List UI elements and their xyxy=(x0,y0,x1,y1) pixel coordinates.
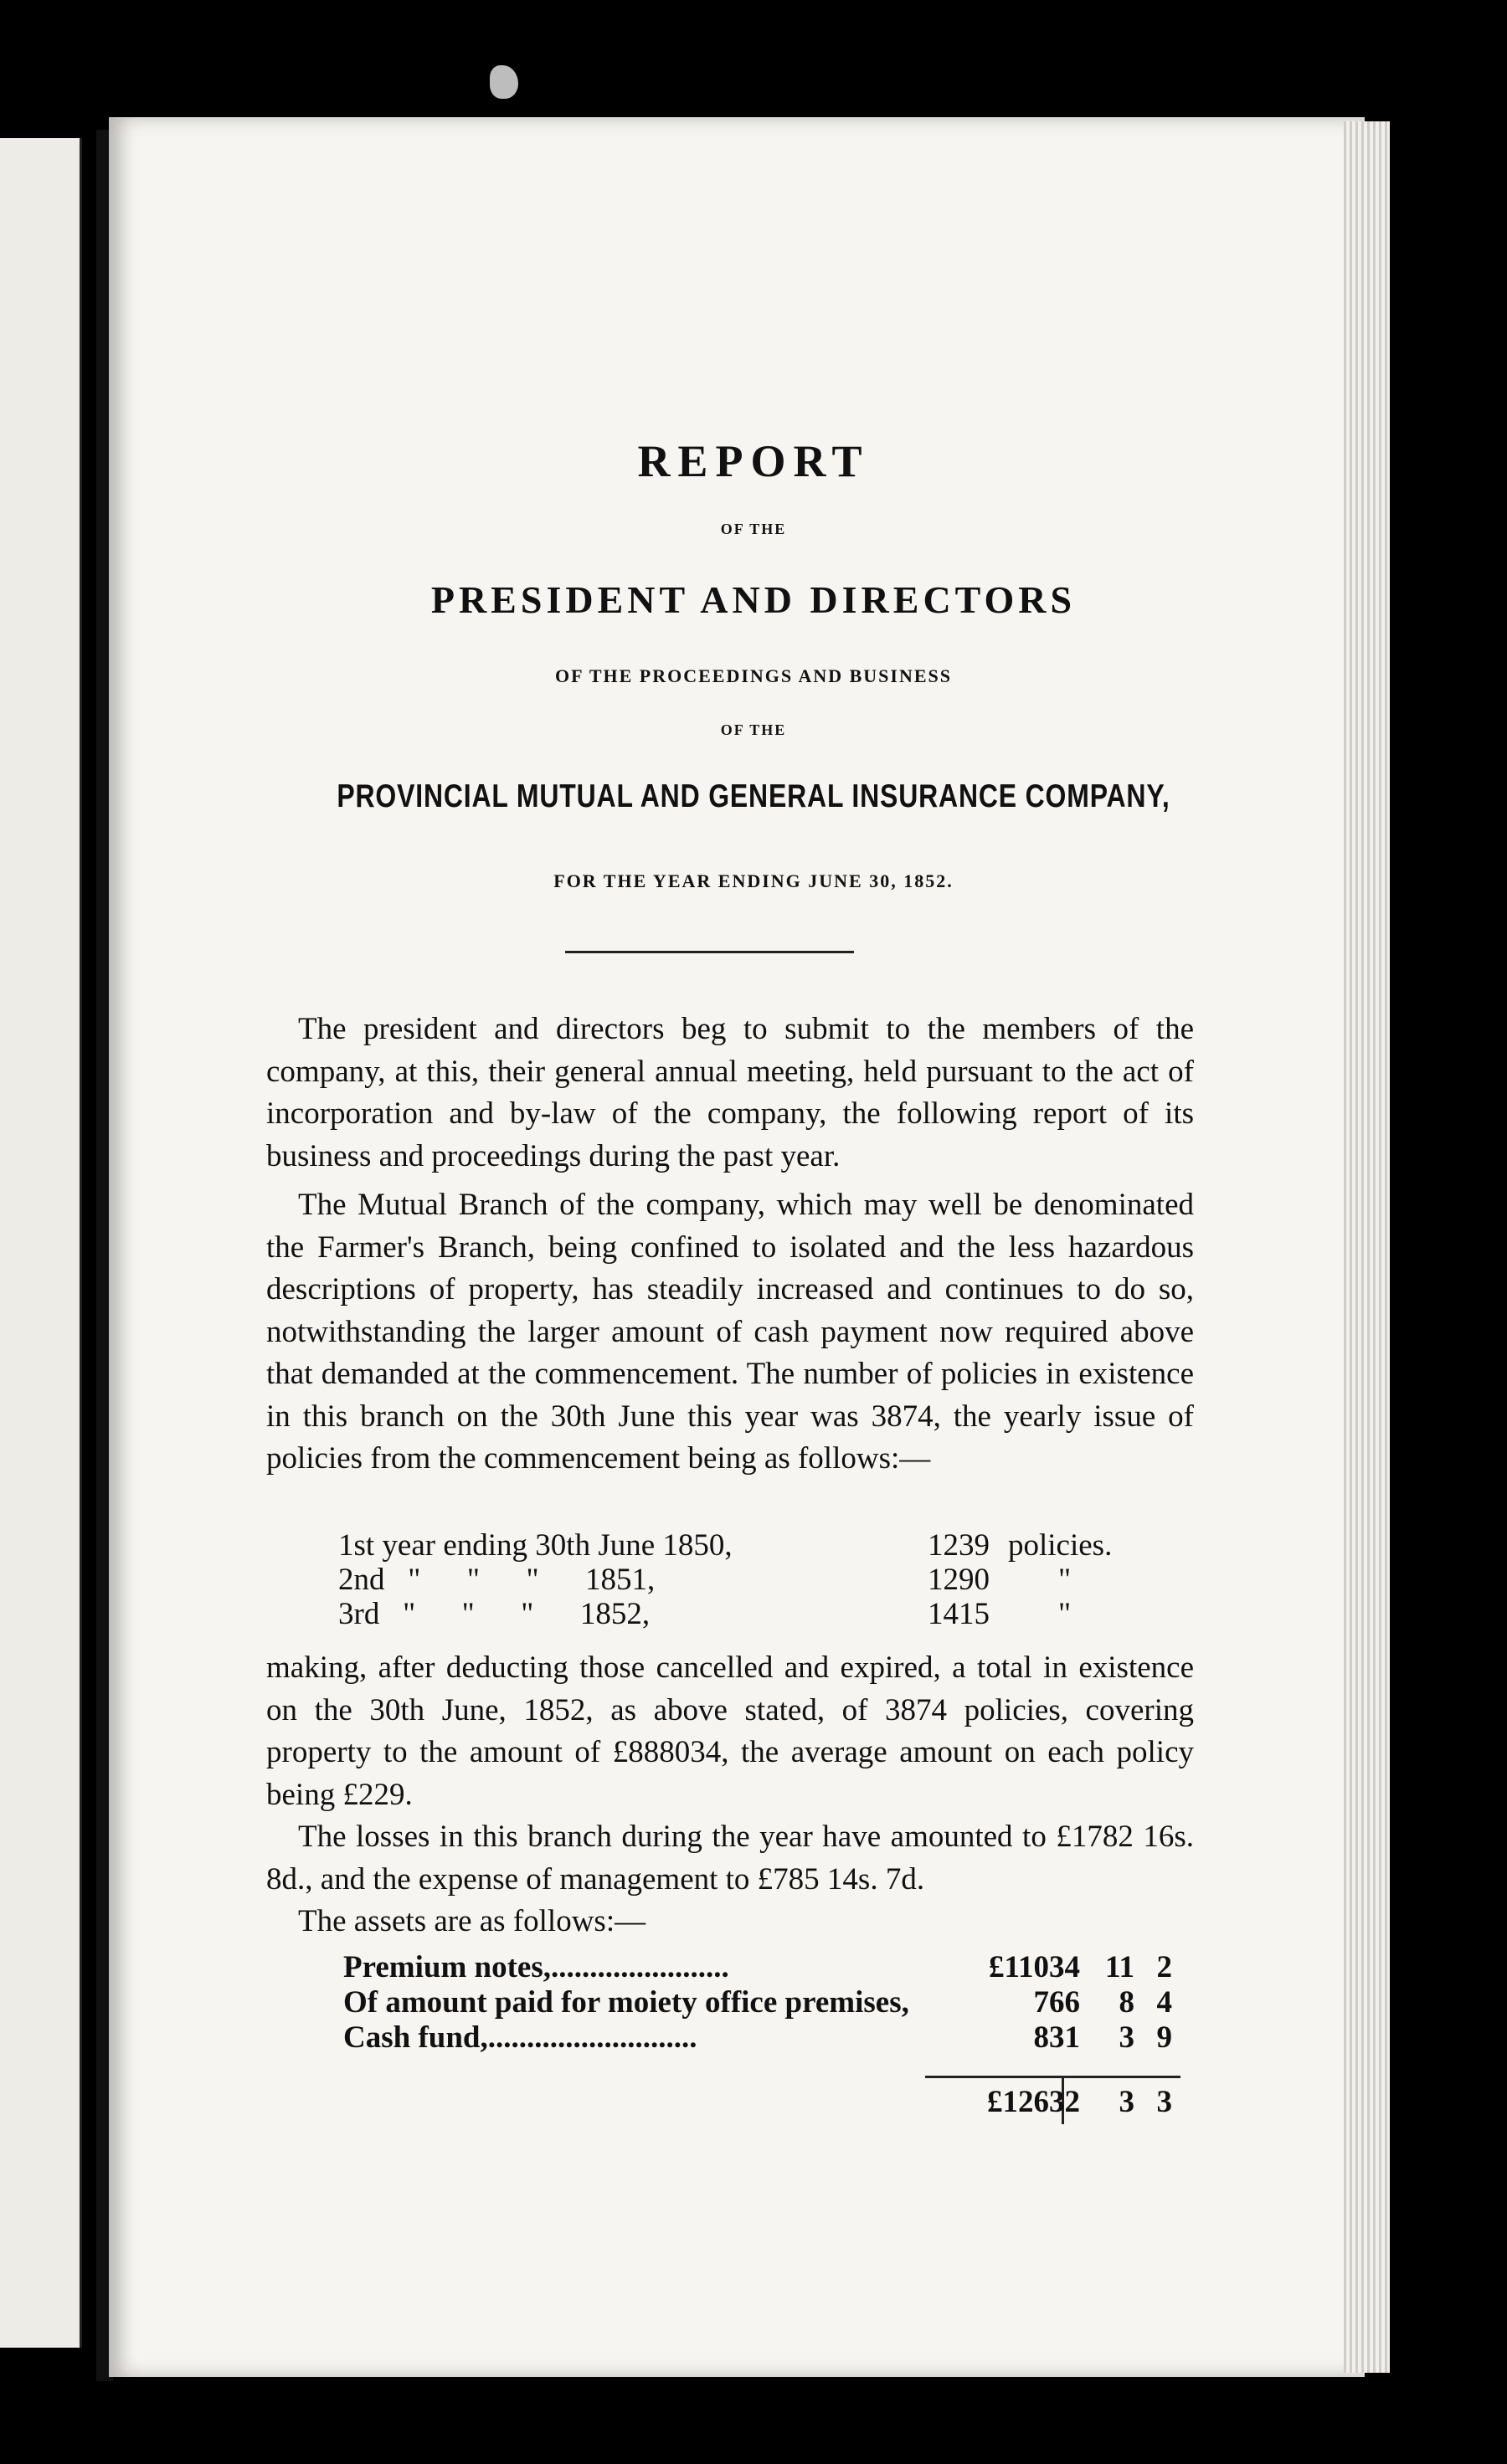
year-line: FOR THE YEAR ENDING JUNE 30, 1852. xyxy=(553,870,954,891)
asset-pounds: £11034 xyxy=(989,1950,1080,1984)
total-rule xyxy=(925,2076,1180,2078)
policy-unit: " xyxy=(1058,1563,1072,1597)
asset-pence: 9 xyxy=(1156,2020,1172,2055)
asset-row xyxy=(343,2020,1180,2056)
of-the-label-2: OF THE xyxy=(720,721,787,738)
total-pence: 3 xyxy=(1156,2085,1172,2119)
policy-count: 1415 xyxy=(928,1597,990,1631)
assets-total-row xyxy=(343,2084,1180,2121)
company-title: PROVINCIAL MUTUAL AND GENERAL INSURANCE COMPANY, xyxy=(337,778,1170,814)
paragraph-1-text: The president and directors beg to submit to the members of the company, at this, their general annual meeting, held pursuant to the act of incorporation and by-law of the company, the following report of its business and proceedings during the past year. xyxy=(266,1012,1194,1173)
asset-row xyxy=(343,1950,1180,1985)
policy-count: 1239 xyxy=(928,1528,990,1563)
paragraph-2 xyxy=(266,1184,1194,1481)
paragraph-5-text: The assets are as follows:— xyxy=(298,1904,646,1938)
assets-table xyxy=(343,1950,1180,2056)
policy-year: 2nd " " " 1851, xyxy=(338,1563,656,1597)
asset-pounds: 831 xyxy=(1033,2020,1080,2055)
policy-issue-table xyxy=(338,1528,1159,1631)
asset-label: Cash fund,........................... xyxy=(343,2020,697,2055)
policy-year: 3rd " " " 1852, xyxy=(338,1597,651,1631)
paper-scrap-mark xyxy=(490,65,518,99)
policy-row xyxy=(338,1528,1159,1563)
proceedings-subtitle: OF THE PROCEEDINGS AND BUSINESS xyxy=(555,665,952,686)
total-shillings: 3 xyxy=(1119,2085,1134,2119)
policy-year: 1st year ending 30th June 1850, xyxy=(338,1528,733,1563)
paragraph-4-text: The losses in this branch during the year have amounted to £1782 16s. 8d., and the expense of management to £785 14s. 7d. xyxy=(266,1820,1194,1897)
paragraph-4 xyxy=(266,1816,1194,1901)
asset-shillings: 11 xyxy=(1105,1950,1134,1984)
of-the-label: OF THE xyxy=(720,521,787,537)
paragraph-2-text: The Mutual Branch of the company, which may well be denominated the Farmer's Branch, being confined to isolated and the less hazardous descriptions of property, has steadily increased and continues to do so, notwithstanding the larger amount of cash payment now required above that demanded at the commencement. The number of policies in existence in this branch on the 30th June this year was 3874, the yearly issue of policies from the commencement being as follows:— xyxy=(266,1188,1194,1476)
asset-pence: 4 xyxy=(1156,1985,1172,2020)
title-rule xyxy=(565,951,854,953)
asset-shillings: 3 xyxy=(1119,2020,1134,2055)
policy-unit: " xyxy=(1058,1597,1072,1631)
paragraph-3 xyxy=(266,1647,1194,1816)
total-pounds: £12632 xyxy=(987,2085,1080,2119)
paragraph-3-text: making, after deducting those cancelled and expired, a total in existence on the 30th June, 1852, as above stated, of 3874 policies, covering property to the amount of £888034, the average amount on each policy being £229. xyxy=(266,1650,1194,1812)
president-directors-title: PRESIDENT AND DIRECTORS xyxy=(430,578,1077,621)
policy-unit: policies. xyxy=(1008,1528,1113,1563)
policy-row xyxy=(338,1563,1159,1597)
report-title: REPORT xyxy=(637,436,870,486)
asset-shillings: 8 xyxy=(1119,1985,1134,2020)
asset-pounds: 766 xyxy=(1033,1985,1080,2020)
asset-row xyxy=(343,1985,1180,2020)
policy-row xyxy=(338,1597,1159,1631)
policy-count: 1290 xyxy=(928,1563,990,1597)
paragraph-5 xyxy=(266,1901,1194,1943)
paragraph-1 xyxy=(266,1009,1194,1178)
asset-label: Of amount paid for moiety office premises, xyxy=(343,1985,909,2020)
asset-label: Premium notes,....................... xyxy=(343,1950,729,1984)
asset-pence: 2 xyxy=(1156,1950,1172,1984)
